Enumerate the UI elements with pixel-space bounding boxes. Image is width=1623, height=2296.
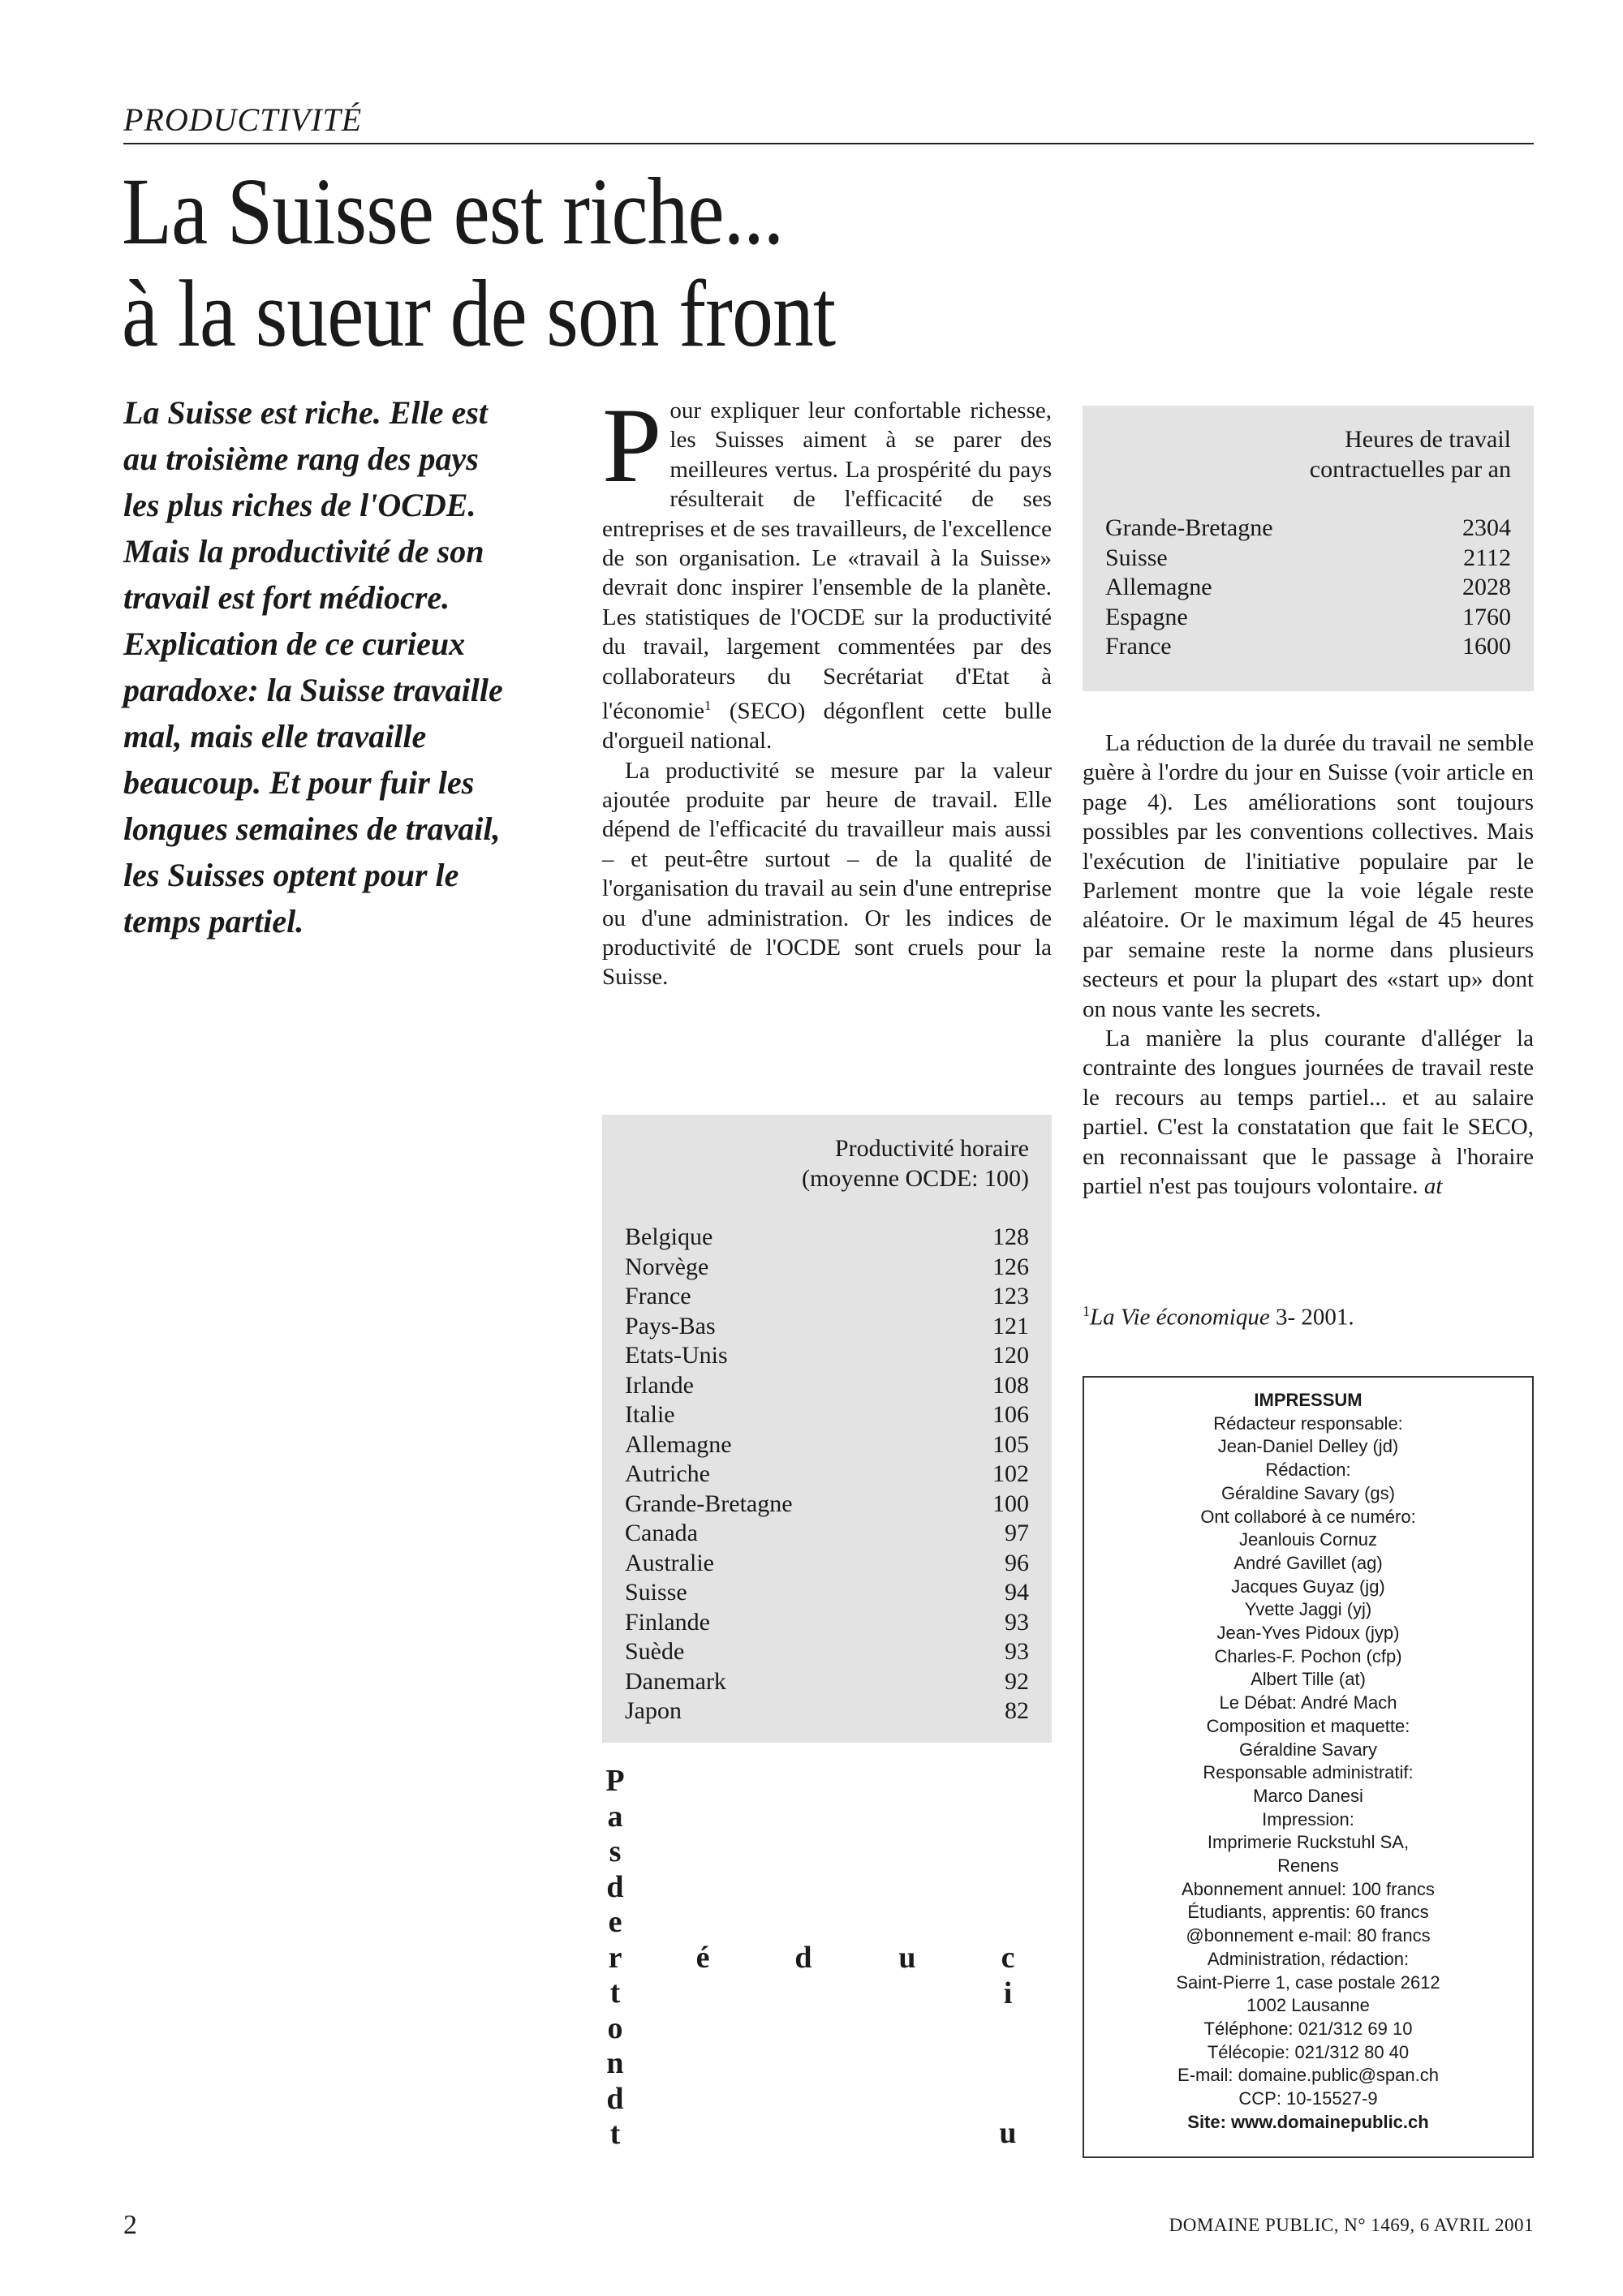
table-row [625, 1667, 1029, 1697]
row-value: 100 [992, 1490, 1029, 1517]
impressum-box [1083, 1376, 1534, 2158]
section-label: PRODUCTIVITÉ [123, 101, 363, 138]
lead-line: Mais la productivité de son [123, 533, 484, 570]
table-row [625, 1312, 1029, 1342]
headline-line-1: La Suisse est riche... [122, 158, 784, 264]
impressum-title: IMPRESSUM [1254, 1390, 1363, 1410]
table-row [1105, 573, 1511, 603]
vertical-letter: é [695, 1941, 710, 1975]
impressum-line: Géraldine Savary [1239, 1739, 1377, 1760]
lead-line: La Suisse est riche. Elle est [123, 394, 488, 431]
table-row [1105, 544, 1511, 574]
vertical-letters-col-1 [599, 1764, 631, 2152]
row-value: 105 [992, 1430, 1029, 1458]
impressum-line: Rédacteur responsable: [1213, 1412, 1403, 1434]
row-value: 123 [992, 1283, 1029, 1309]
vertical-letter: i [1003, 1976, 1013, 2010]
table-row [1105, 632, 1511, 662]
table-row [625, 1400, 1029, 1430]
row-country: Grande-Bretagne [1105, 514, 1273, 541]
drop-cap: P [602, 385, 662, 505]
body-paragraph-1-text: our expliquer leur confortable richesse, les Suisses aiment à se parer des meilleures vertus. La prospérité du pays résulterait de l'efficacité de ses entreprises et de ses travailleurs, de l'excellence de son organisation. Le «travail à la Suisse» devrait donc inspirer l'ensemble de la planète. Les statistiques de l'OCDE sur la productivité du travail, largement commentées par des collaborateurs du Secrétariat d'Etat à l'économie [602, 398, 1052, 724]
vertical-letter: d [606, 1869, 624, 1904]
vertical-letters-col-4 [891, 1941, 923, 1976]
impressum-line: CCP: 10-15527-9 [1238, 2088, 1378, 2109]
vertical-letter: t [609, 2117, 621, 2151]
vertical-letters-col-3 [787, 1941, 820, 1976]
impressum-line: Impression: [1262, 1808, 1354, 1829]
row-country: France [1105, 633, 1172, 660]
table-row [625, 1223, 1029, 1253]
impressum-line: @bonnement e-mail: 80 francs [1186, 1925, 1431, 1946]
hours-table-title [1105, 425, 1511, 484]
table-row [1105, 603, 1511, 633]
row-value: 92 [1005, 1667, 1029, 1695]
row-country: Finlande [625, 1608, 710, 1636]
impressum-line: Jeanlouis Cornuz [1239, 1529, 1377, 1550]
lead-line: au troisième rang des pays [123, 441, 479, 477]
impressum-line: Abonnement annuel: 100 francs [1182, 1878, 1435, 1899]
vertical-letter: o [607, 2010, 623, 2045]
hours-table [1083, 406, 1534, 691]
row-value: 126 [992, 1253, 1029, 1280]
row-country: Norvège [625, 1253, 709, 1280]
row-country: Danemark [625, 1667, 726, 1695]
impressum-site: Site: www.domainepublic.ch [1187, 2111, 1429, 2132]
lead-line: Explication de ce curieux [123, 626, 466, 662]
row-country: Irlande [625, 1371, 694, 1399]
row-value: 82 [1005, 1697, 1029, 1724]
row-value: 106 [992, 1401, 1029, 1428]
row-value: 96 [1005, 1549, 1029, 1576]
impressum-line: Rédaction: [1265, 1460, 1351, 1481]
row-value: 2028 [1462, 574, 1511, 600]
row-country: Allemagne [1105, 574, 1212, 600]
body-paragraph-4-text: La manière la plus courante d'alléger la contrainte des longues journées de travail reste le recours au temps partiel... et au salaire partiel. C'est la constatation que fait le SECO, en reconnaissant que le passage à l'horaire partiel n'est pas toujours volontaire. [1083, 1025, 1534, 1200]
body-paragraph-3: La réduction de la durée du travail ne semble guère à l'ordre du jour en Suisse (voir article en page 4). Les améliorations sont toujours possibles par les conventions collectives. Mais l'exécution de l'initiative populaire par le Parlement montre que la voie légale reste aléatoire. Or le maximum légal de 45 heures par semaine reste la norme dans plusieurs secteurs et pour la plupart des «start up» dont on nous vante les secrets. [1083, 730, 1534, 1022]
impressum-line: Jacques Guyaz (jg) [1231, 1576, 1385, 1597]
lead-line: les plus riches de l'OCDE. [123, 487, 476, 523]
row-value: 128 [992, 1223, 1029, 1250]
footnote [1083, 1303, 1534, 1331]
impressum-line: Ont collaboré à ce numéro: [1200, 1506, 1416, 1527]
header-rule [123, 143, 1534, 144]
lead-line: paradoxe: la Suisse travaille [123, 672, 503, 708]
table-row [625, 1253, 1029, 1283]
row-country: Allemagne [625, 1430, 732, 1458]
row-country: Pays-Bas [625, 1312, 716, 1339]
footnote-rest: 3- 2001. [1269, 1304, 1354, 1331]
impressum-line: Téléphone: 021/312 69 10 [1203, 2018, 1413, 2039]
footnote-marker: 1 [1083, 1303, 1090, 1319]
table-row [625, 1341, 1029, 1371]
table-row [625, 1460, 1029, 1490]
article-column-3 [1083, 729, 1534, 1202]
footnote-title: La Vie économique [1090, 1304, 1270, 1331]
impressum-line: Géraldine Savary (gs) [1221, 1482, 1395, 1503]
impressum-line: Imprimerie Ruckstuhl SA, [1207, 1832, 1410, 1853]
row-value: 1600 [1462, 633, 1511, 660]
page-number: 2 [123, 2210, 137, 2240]
vertical-letter: u [999, 2116, 1017, 2150]
productivity-table [602, 1115, 1052, 1743]
lead-line: beaucoup. Et pour fuir les [123, 764, 475, 801]
impressum-line: Marco Danesi [1253, 1785, 1363, 1806]
table-row [1105, 514, 1511, 544]
row-country: Autriche [625, 1460, 710, 1487]
vertical-letter: d [794, 1941, 812, 1975]
vertical-letter: t [609, 1976, 621, 2010]
row-value: 94 [1005, 1579, 1029, 1606]
impressum-line: André Gavillet (ag) [1233, 1552, 1383, 1573]
impressum-line: Étudiants, apprentis: 60 francs [1187, 1902, 1429, 1923]
vertical-letter: d [606, 2081, 624, 2116]
row-country: Italie [625, 1401, 675, 1428]
vertical-letter: e [608, 1905, 622, 1939]
row-country: Belgique [625, 1223, 713, 1250]
vertical-letter: a [607, 1799, 623, 1834]
body-paragraph-1-end: (SECO) dégonflent cette bulle d'orgueil national. [602, 698, 1052, 755]
lead-line: les Suisses optent pour le [123, 857, 459, 893]
table-row [625, 1637, 1029, 1667]
row-country: Etats-Unis [625, 1342, 728, 1369]
row-value: 120 [992, 1342, 1029, 1369]
row-country: Canada [625, 1520, 698, 1546]
impressum-line: Albert Tille (at) [1251, 1669, 1366, 1690]
row-country: France [625, 1283, 691, 1309]
impressum-line: Charles-F. Pochon (cfp) [1214, 1645, 1402, 1666]
impressum-line: Responsable administratif: [1203, 1762, 1414, 1783]
headline [122, 158, 1336, 367]
impressum-line: Jean-Daniel Delley (jd) [1217, 1436, 1399, 1457]
author-signature: at [1423, 1173, 1443, 1200]
headline-line-2: à la sueur de son front [122, 260, 836, 367]
table-row [625, 1578, 1029, 1608]
table-row [625, 1549, 1029, 1579]
row-country: Suisse [1105, 544, 1168, 571]
table-row [625, 1490, 1029, 1520]
productivity-table-title [625, 1134, 1029, 1193]
lead-line: temps partiel. [123, 903, 304, 939]
row-country: Suède [625, 1638, 685, 1665]
impressum-line: Saint-Pierre 1, case postale 2612 [1176, 1971, 1440, 1993]
impressum-line: Renens [1277, 1855, 1339, 1877]
edition-line: DOMAINE PUBLIC, N° 1469, 6 AVRIL 2001 [1169, 2215, 1534, 2235]
row-value: 2304 [1462, 514, 1511, 541]
vertical-letter: n [606, 2046, 624, 2080]
lead-paragraph [123, 389, 578, 944]
row-value: 93 [1005, 1608, 1029, 1636]
vertical-letters-col-5-bottom [992, 2116, 1024, 2152]
row-value: 102 [992, 1460, 1029, 1487]
table-row [625, 1282, 1029, 1312]
impressum-line: Yvette Jaggi (yj) [1244, 1599, 1372, 1620]
impressum-line: Jean-Yves Pidoux (jyp) [1216, 1623, 1400, 1644]
row-value: 93 [1005, 1638, 1029, 1665]
impressum-line: 1002 Lausanne [1246, 1995, 1370, 2016]
impressum-line: Composition et maquette: [1206, 1715, 1410, 1736]
lead-line: mal, mais elle travaille [123, 718, 427, 755]
vertical-letter: s [609, 1834, 622, 1868]
vertical-letters-col-5 [992, 1941, 1024, 2011]
body-paragraph-1 [602, 385, 1052, 756]
row-country: Suisse [625, 1579, 687, 1606]
row-value: 108 [992, 1371, 1029, 1399]
hours-table-title-line-2: contractuelles par an [1309, 455, 1511, 483]
row-country: Japon [625, 1697, 682, 1724]
body-paragraph-2: La productivité se mesure par la valeur ajoutée produite par heure de travail. Elle dépend de l'efficacité du travailleur mais aussi – et peut-être surtout – de la qualité de l'organisation du travail au sein d'une entreprise ou d'une administration. Or les indices de productivité de l'OCDE sont cruels pour la Suisse. [602, 757, 1052, 991]
vertical-letter: r [608, 1940, 622, 1975]
footnote-ref: 1 [704, 698, 712, 714]
table-row [625, 1371, 1029, 1401]
table-row [625, 1519, 1029, 1549]
row-value: 97 [1005, 1520, 1029, 1546]
row-country: Grande-Bretagne [625, 1490, 793, 1517]
table-row [625, 1696, 1029, 1726]
vertical-letter: P [605, 1764, 625, 1798]
article-column-2 [602, 385, 1052, 992]
vertical-letters-col-2 [687, 1941, 719, 1976]
productivity-table-title-line-1: Productivité horaire [834, 1135, 1029, 1162]
table-row [625, 1430, 1029, 1460]
body-paragraph-4 [1083, 1024, 1534, 1201]
lead-line: longues semaines de travail, [123, 810, 501, 847]
row-value: 1760 [1462, 603, 1511, 630]
row-value: 2112 [1463, 544, 1511, 571]
row-value: 121 [992, 1312, 1029, 1339]
impressum-line: Administration, rédaction: [1207, 1948, 1410, 1969]
impressum-line: E-mail: domaine.public@span.ch [1177, 2065, 1439, 2086]
row-country: Australie [625, 1549, 714, 1576]
vertical-letter: c [1001, 1941, 1015, 1975]
lead-line: travail est fort médiocre. [123, 579, 450, 616]
impressum-line: Le Débat: André Mach [1219, 1692, 1397, 1713]
productivity-table-title-line-2: (moyenne OCDE: 100) [802, 1164, 1029, 1192]
impressum-line: Télécopie: 021/312 80 40 [1207, 2041, 1410, 2062]
table-row [625, 1608, 1029, 1638]
vertical-letter: u [898, 1941, 916, 1975]
row-country: Espagne [1105, 603, 1188, 630]
hours-table-title-line-1: Heures de travail [1345, 426, 1511, 453]
